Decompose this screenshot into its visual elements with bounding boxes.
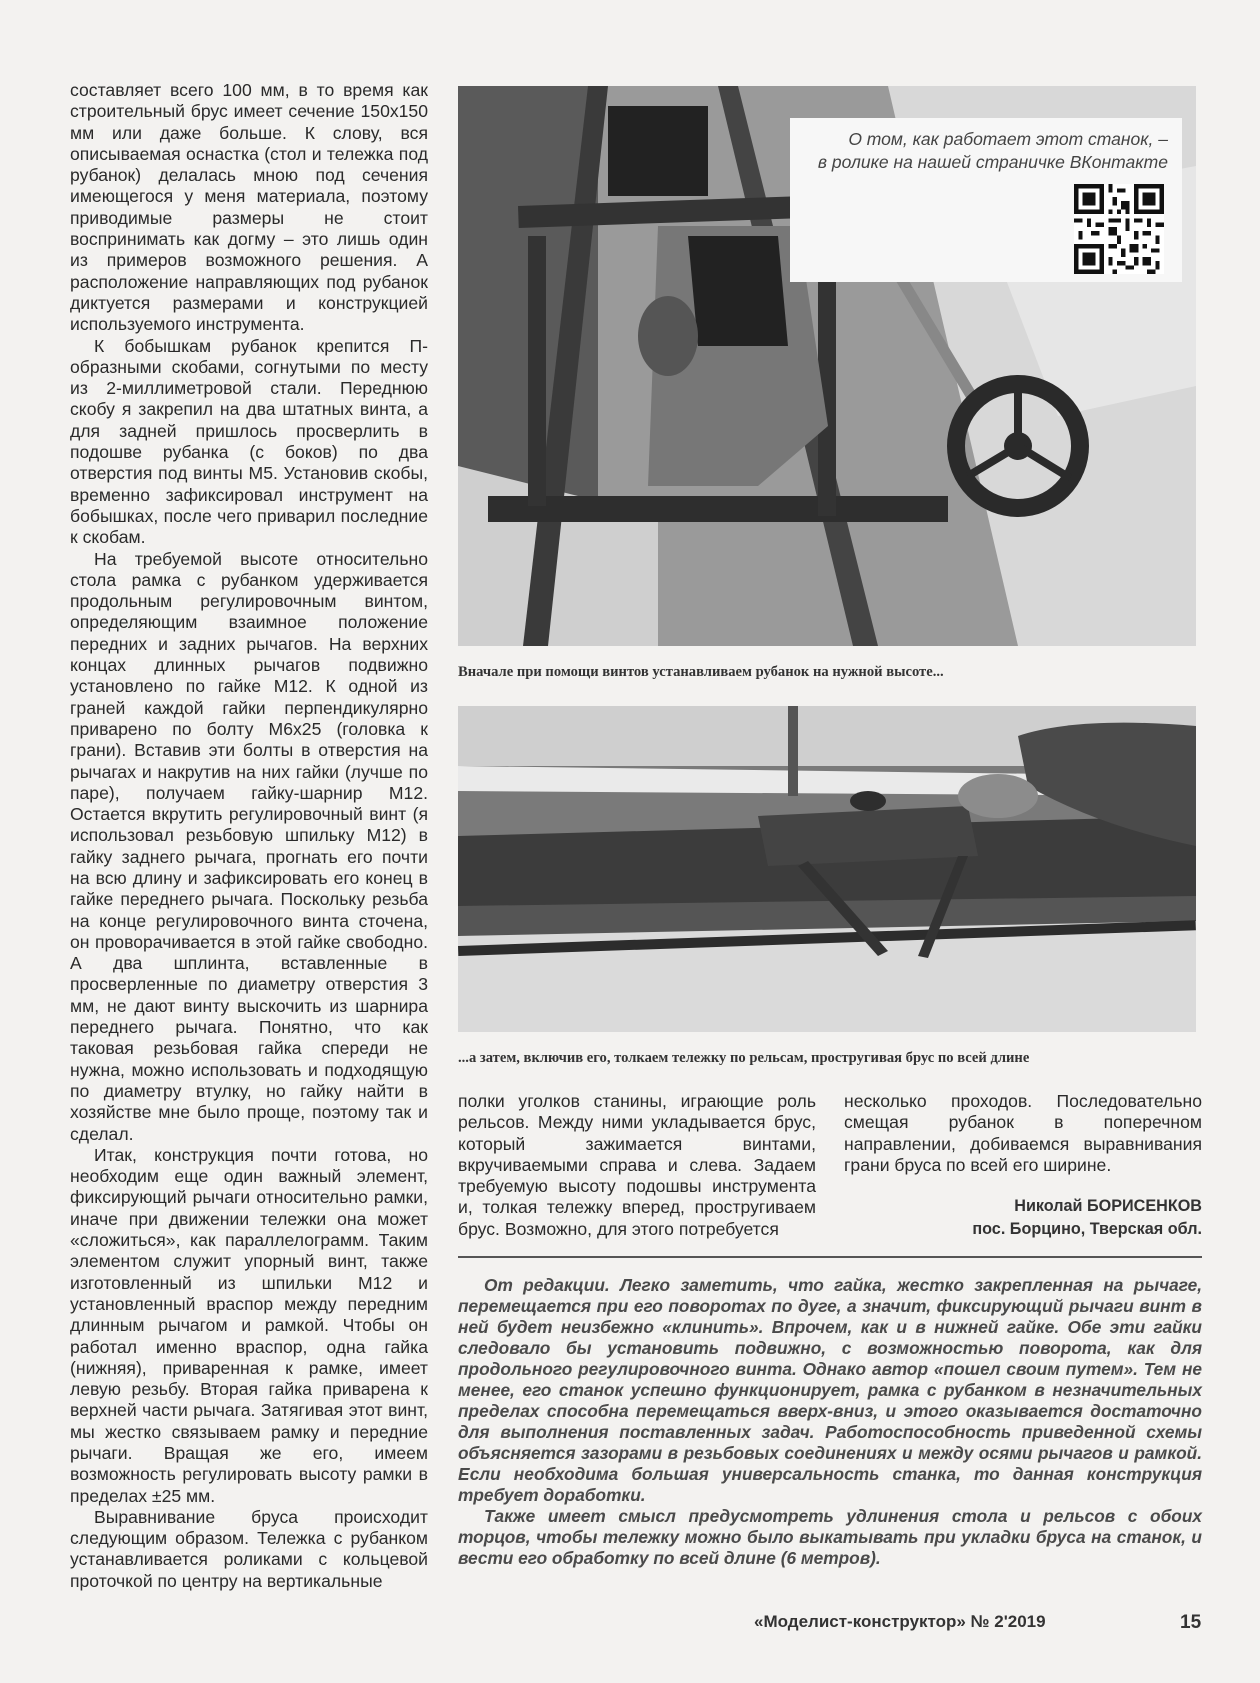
author-place: пос. Борцино, Тверская обл. <box>972 1220 1202 1238</box>
photo2-caption: ...а затем, включив его, толкаем тележку по рельсам, простругивая брус по всей длине <box>458 1050 1030 1066</box>
paragraph: На требуемой высоте относительно стола рамка с рубанком удерживается продольным регулировочным винтом, определяющим взаимное положение передних и задних рычагов. На верхних концах длинных рычагов подвижно установлено по гайке М12. К одной из граней каждой гайки перпендикулярно приварено по болту М6х25 (головка к грани). Вставив эти болты в отверстия на рычагах и накрутив на них гайки (лучше по паре), получаем гайку-шарнир М12. Остается вкрутить регулировочный винт (я использовал резьбовую шпильку М12) в гайку заднего рычага, прогнать его почти на всю длину и зафиксировать его конец в гайке переднего рычага. Поскольку резьба на конце регулировочного винта сточена, он проворачивается в этой гайке свободно. А два шплинта, вставленные в просверленные по диаметру отверстия 3 мм, не дают винту выскочить из шарнира переднего рычага. Понятно, что как таковая резьбовая гайка спереди не нужна, можно использовать и подходящую по диаметру втулку, но гайку найти в хозяйстве мне было проще, поэтому так и сделал. <box>70 548 428 1144</box>
divider <box>458 1256 1202 1258</box>
paragraph: составляет всего 100 мм, в то время как строительный брус имеет сечение 150х150 мм или даже больше. К слову, вся описываемая оснастка (стол и тележка под рубанок) делалась мною под сечения имеющегося у меня материала, поэтому приводимые размеры не стоит воспринимать как догму – это лишь один из примеров возможного решения. А расположение направляющих под рубанок диктуется размерами и конструкцией используемого инструмента. <box>70 80 428 335</box>
right-text-column: несколько проходов. Последовательно смещая рубанок в поперечном направлении, добиваемся выравнивания грани бруса по всей его ширине. <box>844 1091 1202 1175</box>
paragraph: Выравнивание бруса происходит следующим образом. Тележка с рубанком устанавливается роликами с кольцевой проточкой по центру на вертикальные <box>70 1506 428 1591</box>
author-name: Николай БОРИСЕНКОВ <box>1014 1197 1202 1215</box>
photo-planing-beam <box>458 706 1196 1032</box>
left-text-column <box>70 80 428 1592</box>
paragraph: К бобышкам рубанок крепится П-образными скобами, согнутыми по месту из 2-миллиметровой стали. Переднюю скобу я закрепил на два штатных винта, а для задней пришлось просверлить в подошве рубанка (с боков) по два отверстия под винты М5. Установив скобы, временно зафиксировал инструмент на бобышках, после чего приварил последние к скобам. <box>70 335 428 548</box>
middle-text-column: полки уголков станины, играющие роль рельсов. Между ними укладывается брус, который зажимается винтами, вкручиваемыми справа и слева. Задаем требуемую высоту подошвы инструмента и, толкая тележку вперед, простругиваем брус. Возможно, для этого потребуется <box>458 1091 816 1239</box>
photo-planer-carriage <box>458 86 1196 646</box>
editorial-paragraph: Также имеет смысл предусмотреть удлинения стола и рельсов с обоих торцов, чтобы тележку можно было выкатывать при укладки бруса на станок, и вести его обработку по всей длине (6 метров). <box>458 1506 1202 1568</box>
editorial-note <box>458 1275 1202 1569</box>
magazine-footer: «Моделист-конструктор» № 2'2019 <box>754 1612 1046 1631</box>
paragraph: Итак, конструкция почти готова, но необходим еще один важный элемент, фиксирующий рычаги относительно рамки, иначе при движении тележки она может «сложиться», как параллелограмм. Таким элементом служит упорный винт, также изготовленный из шпильки М12 и установленный враспор между передним длинным рычагом и рамкой. Чтобы он работал именно враспор, одна гайка (нижняя), приваренная к рамке, имеет левую резьбу. Вторая гайка приварена к верхней части рычага. Затягивая этот винт, мы жестко связываем рамку и передние рычаги. Вращая же его, имеем возможность регулировать высоту рамки в пределах ±25 мм. <box>70 1144 428 1506</box>
video-note-line1: О том, как работает этот станок, – <box>848 129 1168 149</box>
page-number: 15 <box>1180 1612 1202 1633</box>
photo1-caption: Вначале при помощи винтов устанавливаем рубанок на нужной высоте... <box>458 664 944 680</box>
video-note-line2: в ролике на нашей страничке ВКонтакте <box>817 152 1168 172</box>
editorial-paragraph: От редакции. Легко заметить, что гайка, жестко закрепленная на рычаге, перемещается при его поворотах по дуге, а значит, фиксирующий рычаги винт в ней будет неизбежно «клинить». Впрочем, как и в нижней гайке. Обе эти гайки следовало бы установить подвижно, с возможностью поворота, как для продольного регулировочного винта. Однако автор «пошел своим путем». Тем не менее, его станок успешно функционирует, рамка с рубанком в незначительных пределах способна перемещаться вверх-вниз, и этого оказывается достаточно для выполнения поставленных задач. Работоспособность приведенной схемы объясняется зазорами в резьбовых соединениях и между осями рычагов и рамкой. Если необходима большая универсальность станка, то данная конструкция требует доработки. <box>458 1275 1202 1505</box>
video-note <box>790 118 1182 282</box>
qr-code-icon[interactable] <box>1074 184 1164 274</box>
photo-planing-beam-image <box>458 706 1196 1032</box>
author-signature <box>972 1195 1202 1241</box>
